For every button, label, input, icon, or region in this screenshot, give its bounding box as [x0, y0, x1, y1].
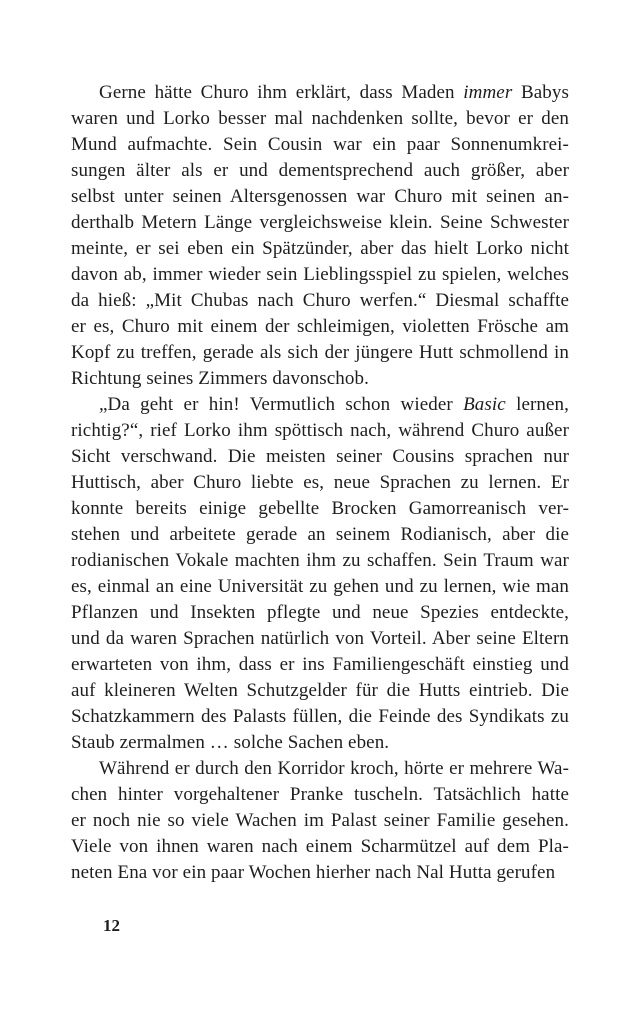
text-line: „Da geht er hin! Vermutlich schon wieder Basic lernen,	[99, 394, 569, 415]
page-number: 12	[103, 916, 120, 935]
text-line: da hieß: „Mit Chubas nach Churo werfen.“ Diesmal schaffte	[71, 290, 569, 311]
text-line: chen hinter vorgehaltener Pranke tuscheln. Tatsächlich hatte	[71, 784, 569, 805]
text-line: waren und Lorko besser mal nachdenken sollte, bevor er den	[71, 108, 569, 129]
text-line: Während er durch den Korridor kroch, hörte er mehrere Wa-	[99, 758, 569, 779]
text-line: es, einmal an eine Universität zu gehen und zu lernen, wie man	[71, 576, 569, 597]
text-line: meinte, er sei eben ein Spätzünder, aber das hielt Lorko nicht	[71, 238, 569, 259]
paragraph	[71, 80, 569, 392]
text-line: Pflanzen und Insekten pflegte und neue Spezies entdeckte,	[71, 602, 569, 623]
text-line: er es, Churo mit einem der schleimigen, violetten Frösche am	[71, 316, 569, 337]
text-line: Gerne hätte Churo ihm erklärt, dass Maden immer Babys	[99, 82, 569, 103]
page-text	[71, 80, 569, 886]
text-line: auf kleineren Welten Schutzgelder für die Hutts eintrieb. Die	[71, 680, 569, 701]
text-line: davon ab, immer wieder sein Lieblingsspiel zu spielen, welches	[71, 264, 569, 285]
text-line: selbst unter seinen Altersgenossen war Churo mit seinen an-	[71, 186, 569, 207]
paragraph	[71, 756, 569, 886]
text-line: er noch nie so viele Wachen im Palast seiner Familie gesehen.	[71, 810, 569, 831]
text-line: Kopf zu treffen, gerade als sich der jüngere Hutt schmollend in	[71, 342, 569, 363]
text-line: sungen älter als er und dementsprechend auch größer, aber	[71, 160, 569, 181]
text-line: Staub zermalmen … solche Sachen eben.	[71, 732, 390, 753]
text-line: Richtung seines Zimmers davonschob.	[71, 368, 369, 389]
text-line: Huttisch, aber Churo liebte es, neue Sprachen zu lernen. Er	[71, 472, 569, 493]
text-line: derthalb Metern Länge vergleichsweise klein. Seine Schwester	[71, 212, 569, 233]
text-line: Viele von ihnen waren nach einem Scharmützel auf dem Pla-	[71, 836, 569, 857]
paragraph	[71, 392, 569, 756]
text-line: rodianischen Vokale machten ihm zu schaffen. Sein Traum war	[71, 550, 569, 571]
text-line: richtig?“, rief Lorko ihm spöttisch nach, während Churo außer	[71, 420, 569, 441]
text-line: Schatzkammern des Palasts füllen, die Feinde des Syndikats zu	[71, 706, 569, 727]
text-line: neten Ena vor ein paar Wochen hierher nach Nal Hutta gerufen	[71, 862, 556, 883]
text-line: Mund aufmachte. Sein Cousin war ein paar Sonnenumkrei-	[71, 134, 569, 155]
text-line: erwarteten von ihm, dass er ins Familiengeschäft einstieg und	[71, 654, 569, 675]
text-line: konnte bereits einige gebellte Brocken Gamorreanisch ver-	[71, 498, 569, 519]
text-line: Sicht verschwand. Die meisten seiner Cousins sprachen nur	[71, 446, 569, 467]
text-line: und da waren Sprachen natürlich von Vorteil. Aber seine Eltern	[71, 628, 569, 649]
text-line: stehen und arbeitete gerade an seinem Rodianisch, aber die	[71, 524, 569, 545]
